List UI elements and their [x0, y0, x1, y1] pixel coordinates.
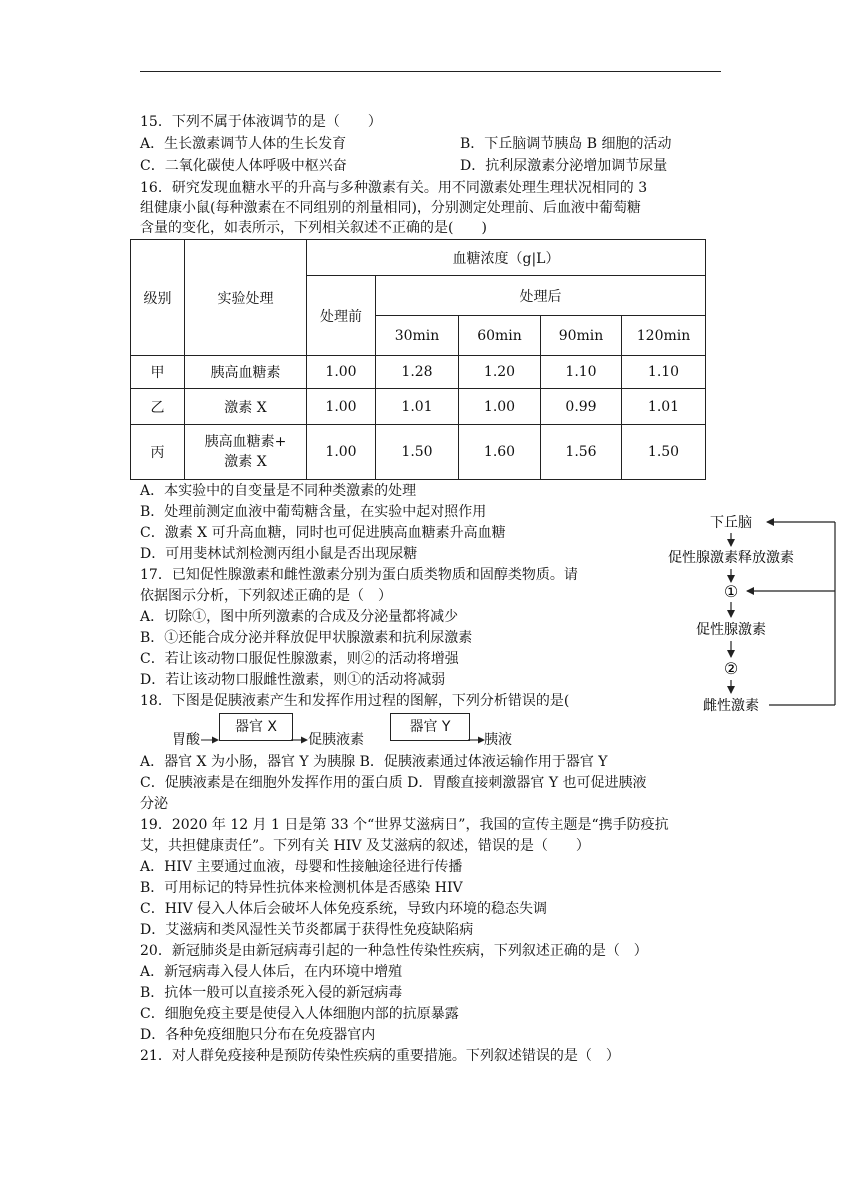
table-row: [131, 425, 706, 480]
q19-option-c: C．HIV 侵入人体后会破坏人体免疫系统，导致内环境的稳态失调: [140, 901, 548, 917]
q18-options-ab: A．器官 X 为小肠，器官 Y 为胰腺 B．促胰液素通过体液运输作用于器官 Y: [140, 754, 608, 770]
q19-stem-line1: 19．2020 年 12 月 1 日是第 33 个“世界艾滋病日”，我国的宣传主题是“携手防疫抗: [140, 817, 669, 833]
node-estrogen: 雌性激素: [703, 698, 759, 714]
node-hypothalamus: 下丘脑: [710, 515, 752, 531]
cell-90min: 0.99: [541, 389, 622, 425]
q21-stem: 21．对人群免疫接种是预防传染性疾病的重要措施。下列叙述错误的是（ ）: [140, 1048, 620, 1064]
q15-option-c: C．二氧化碳使人体呼吸中枢兴奋: [140, 158, 347, 174]
q16-option-d: D．可用斐林试剂检测丙组小鼠是否出现尿糖: [140, 546, 418, 562]
cell-before: 1.00: [307, 356, 376, 389]
table-row: [131, 389, 706, 425]
header-60min: 60min: [459, 316, 541, 356]
q17-option-a: A．切除①，图中所列激素的合成及分泌量都将减少: [140, 609, 459, 625]
q16-stem-line1: 16．研究发现血糖水平的升高与多种激素有关。用不同激素处理生理状况相同的 3: [140, 180, 648, 196]
q20-stem: 20．新冠肺炎是由新冠病毒引起的一种急性传染性疾病，下列叙述正确的是（ ）: [140, 943, 648, 959]
q18-options-cd-cont: 分泌: [140, 796, 168, 812]
cell-before: 1.00: [307, 425, 376, 480]
flow-organ-x: 器官 X: [219, 713, 293, 741]
cell-30min: 1.01: [376, 389, 459, 425]
q18-options-cd: C．促胰液素是在细胞外发挥作用的蛋白质 D．胃酸直接刺激器官 Y 也可促进胰液: [140, 775, 647, 791]
header-rule: [140, 71, 721, 72]
cell-60min: 1.60: [459, 425, 541, 480]
header-glucose-concentration: 血糖浓度（g|L）: [307, 240, 706, 276]
cell-treatment: 激素 X: [185, 389, 307, 425]
q16-stem-line3: 含量的变化，如表所示，下列相关叙述不正确的是( ): [140, 220, 487, 236]
q15-option-b: B．下丘脑调节胰岛 B 细胞的活动: [460, 136, 672, 152]
cell-60min: 1.00: [459, 389, 541, 425]
cell-120min: 1.10: [622, 356, 706, 389]
header-treatment: 实验处理: [185, 240, 307, 356]
q16-option-c: C．激素 X 可升高血糖，同时也可促进胰高血糖素升高血糖: [140, 525, 506, 541]
cell-30min: 1.50: [376, 425, 459, 480]
cell-90min: 1.56: [541, 425, 622, 480]
q18-stem: 18．下图是促胰液素产生和发挥作用过程的图解，下列分析错误的是(: [140, 693, 570, 709]
q16-stem-line2: 组健康小鼠(每种激素在不同组别的剂量相同)，分别测定处理前、后血液中葡萄糖: [140, 200, 641, 216]
cell-30min: 1.28: [376, 356, 459, 389]
header-90min: 90min: [541, 316, 622, 356]
cell-treatment-line2: 激素 X: [224, 454, 267, 470]
q15-option-a: A．生长激素调节人体的生长发育: [140, 136, 347, 152]
q15-stem: 15．下列不属于体液调节的是（ ）: [140, 114, 382, 130]
header-30min: 30min: [376, 316, 459, 356]
q17-option-b: B．①还能合成分泌并释放促甲状腺激素和抗利尿激素: [140, 630, 473, 646]
q20-option-a: A．新冠病毒入侵人体后，在内环境中增殖: [140, 964, 403, 980]
cell-treatment-line1: 胰高血糖素+: [204, 434, 287, 450]
q20-option-c: C．细胞免疫主要是使侵入人体细胞内部的抗原暴露: [140, 1006, 459, 1022]
table-row: [131, 356, 706, 389]
q20-option-d: D．各种免疫细胞只分布在免疫器官内: [140, 1027, 376, 1043]
q16-option-b: B．处理前测定血液中葡萄糖含量，在实验中起对照作用: [140, 504, 487, 520]
cell-group: 丙: [131, 425, 185, 480]
q17-option-d: D．若让该动物口服雌性激素，则①的活动将减弱: [140, 672, 446, 688]
q15-option-d: D．抗利尿激素分泌增加调节尿量: [460, 158, 668, 174]
hormone-feedback-diagram: [645, 505, 845, 720]
blood-glucose-table: [130, 239, 706, 480]
cell-treatment: [185, 425, 307, 480]
cell-60min: 1.20: [459, 356, 541, 389]
flow-secretin: 促胰液素: [308, 732, 364, 748]
cell-120min: 1.50: [622, 425, 706, 480]
cell-before: 1.00: [307, 389, 376, 425]
header-120min: 120min: [622, 316, 706, 356]
q19-option-b: B．可用标记的特异性抗体来检测机体是否感染 HIV: [140, 880, 463, 896]
cell-90min: 1.10: [541, 356, 622, 389]
cell-treatment: 胰高血糖素: [185, 356, 307, 389]
node-2: ②: [723, 659, 739, 678]
node-gnrh: 促性腺激素释放激素: [668, 550, 794, 566]
flow-gastric-acid: 胃酸: [172, 732, 200, 748]
header-after: 处理后: [376, 276, 706, 316]
cell-120min: 1.01: [622, 389, 706, 425]
q20-option-b: B．抗体一般可以直接杀死入侵的新冠病毒: [140, 985, 403, 1001]
flow-arrows: [200, 730, 500, 750]
flow-pancreatic-juice: 胰液: [484, 732, 512, 748]
q19-option-a: A．HIV 主要通过血液，母婴和性接触途径进行传播: [140, 859, 463, 875]
cell-group: 甲: [131, 356, 185, 389]
q16-option-a: A．本实验中的自变量是不同种类激素的处理: [140, 483, 417, 499]
q17-stem-line2: 依据图示分析，下列叙述正确的是（ ）: [140, 588, 392, 604]
flow-organ-y: 器官 Y: [390, 713, 470, 741]
q17-option-c: C．若让该动物口服促性腺激素，则②的活动将增强: [140, 651, 459, 667]
node-gonadotropin: 促性腺激素: [696, 622, 766, 638]
q17-stem-line1: 17．已知促性腺激素和雌性激素分别为蛋白质类物质和固醇类物质。请: [140, 567, 578, 583]
node-1: ①: [723, 582, 739, 601]
header-before: 处理前: [307, 276, 376, 356]
cell-group: 乙: [131, 389, 185, 425]
q19-option-d: D．艾滋病和类风湿性关节炎都属于获得性免疫缺陷病: [140, 922, 474, 938]
q19-stem-line2: 艾，共担健康责任”。下列有关 HIV 及艾滋病的叙述，错误的是（ ）: [140, 838, 590, 854]
header-group: 级别: [131, 240, 185, 356]
